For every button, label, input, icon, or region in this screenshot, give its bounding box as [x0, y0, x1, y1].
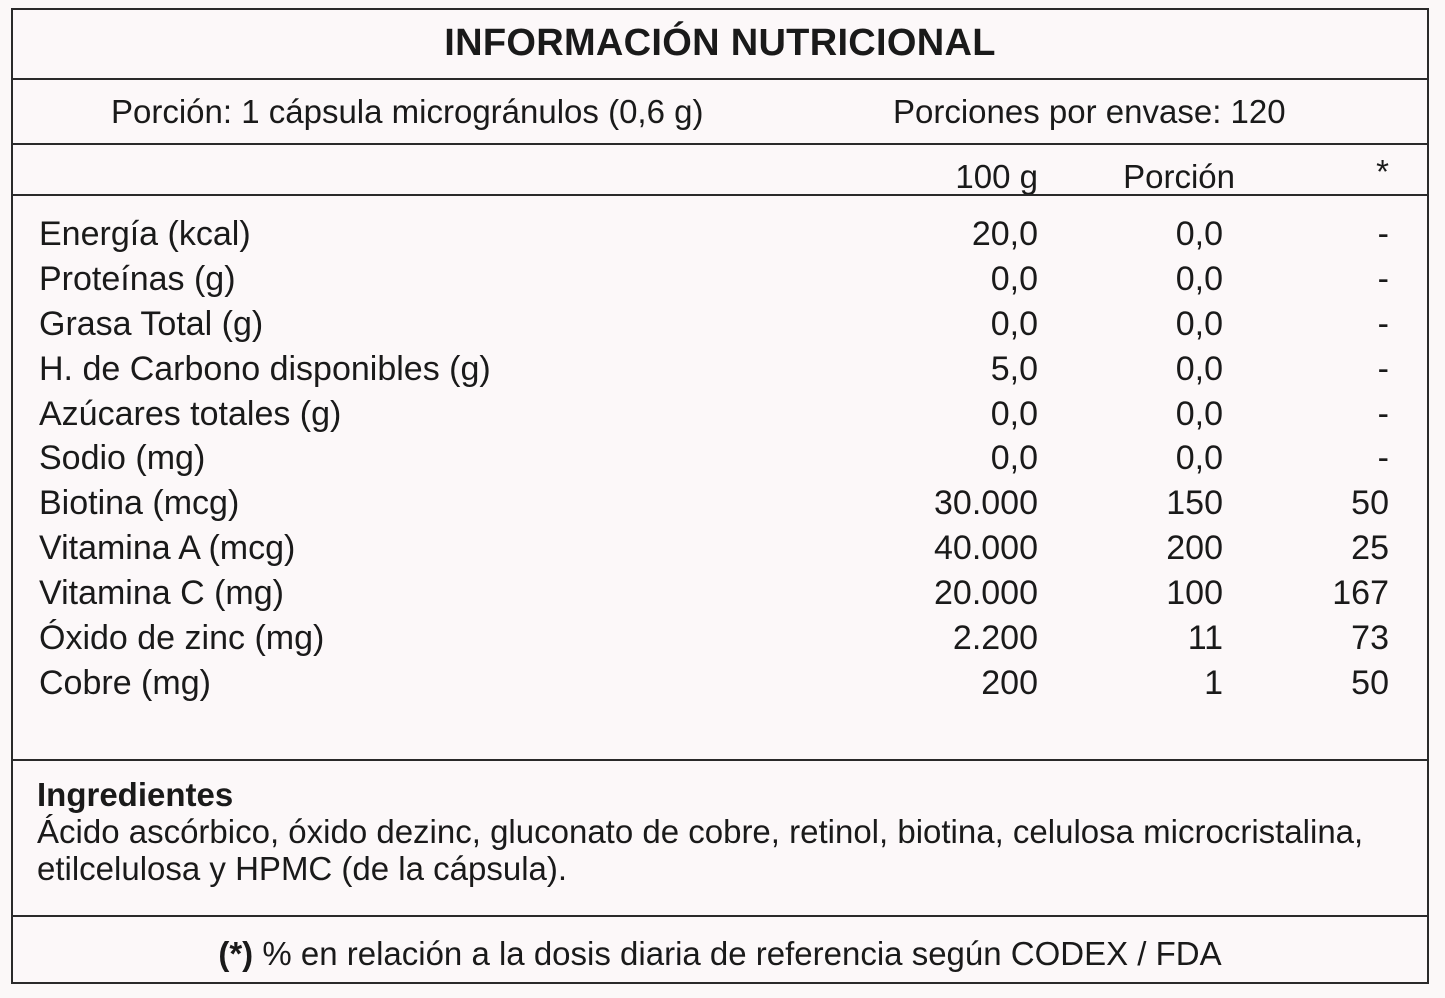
- divider-columns: [13, 194, 1427, 196]
- nutrient-value-100g: 0,0: [990, 304, 1038, 343]
- nutrient-row: [13, 260, 1427, 305]
- ingredients-text: Ácido ascórbico, óxido dezinc, gluconato de cobre, retinol, biotina, celulosa microcristalina, etilcelulosa y HPMC (de la cápsula).: [37, 813, 1364, 887]
- nutrient-value-percent: 50: [1351, 663, 1389, 702]
- footnote-text: % en relación a la dosis diaria de referencia según CODEX / FDA: [253, 935, 1222, 972]
- nutrient-row: [13, 484, 1427, 529]
- nutrient-name: Biotina (mcg): [39, 484, 240, 523]
- servings-per-package: Porciones por envase: 120: [893, 93, 1286, 130]
- nutrient-value-portion: 0,0: [1175, 394, 1223, 433]
- nutrient-row: [13, 574, 1427, 619]
- divider-title: [13, 78, 1427, 80]
- column-header-100g: 100 g: [955, 158, 1038, 195]
- nutrient-row: [13, 664, 1427, 709]
- nutrient-value-percent: 73: [1351, 619, 1389, 658]
- nutrient-name: Vitamina C (mg): [39, 574, 284, 613]
- nutrient-name: Energía (kcal): [39, 215, 251, 253]
- nutrient-name: Azúcares totales (g): [39, 394, 342, 433]
- nutrient-value-100g: 0,0: [990, 394, 1038, 433]
- nutrient-value-percent: 25: [1351, 529, 1389, 568]
- nutrient-name: Sodio (mg): [39, 439, 206, 478]
- nutrient-row: [13, 395, 1427, 440]
- nutrient-name: Grasa Total (g): [39, 304, 264, 343]
- nutrient-value-percent: -: [1377, 304, 1389, 343]
- nutrient-value-100g: 20,0: [971, 215, 1038, 253]
- divider-serving: [13, 143, 1427, 145]
- nutrient-value-100g: 40.000: [934, 529, 1038, 568]
- nutrient-value-portion: 200: [1166, 529, 1223, 568]
- nutrient-value-percent: -: [1377, 215, 1389, 253]
- footnote-marker: (*): [218, 935, 254, 972]
- nutrient-value-percent: -: [1377, 439, 1389, 478]
- serving-size: Porción: 1 cápsula microgránulos (0,6 g): [111, 93, 704, 130]
- label-title: INFORMACIÓN NUTRICIONAL: [444, 22, 996, 64]
- nutrient-value-percent: -: [1377, 259, 1389, 298]
- ingredients-section: [37, 776, 1407, 887]
- nutrient-value-100g: 2.200: [952, 619, 1038, 658]
- nutrient-value-portion: 100: [1166, 574, 1223, 613]
- nutrient-value-portion: 0,0: [1175, 259, 1223, 298]
- nutrient-value-100g: 5,0: [990, 349, 1038, 388]
- nutrient-row: [13, 350, 1427, 395]
- nutrient-value-portion: 0,0: [1175, 215, 1223, 253]
- nutrient-name: Proteínas (g): [39, 259, 236, 298]
- nutrient-value-percent: -: [1377, 349, 1389, 388]
- nutrient-table: [13, 215, 1427, 709]
- nutrient-name: H. de Carbono disponibles (g): [39, 349, 491, 388]
- nutrient-row: [13, 215, 1427, 260]
- nutrient-value-portion: 150: [1166, 484, 1223, 523]
- footnote: [13, 935, 1427, 973]
- nutrient-row: [13, 619, 1427, 664]
- nutrient-value-portion: 0,0: [1175, 304, 1223, 343]
- nutrient-name: Vitamina A (mcg): [39, 529, 296, 568]
- nutrient-value-100g: 30.000: [934, 484, 1038, 523]
- nutrient-row: [13, 305, 1427, 350]
- nutrient-value-portion: 0,0: [1175, 349, 1223, 388]
- column-header-portion: Porción: [1123, 158, 1235, 195]
- nutrient-value-100g: 0,0: [990, 259, 1038, 298]
- nutrition-label: [11, 8, 1429, 984]
- divider-footnote: [13, 915, 1427, 917]
- nutrient-value-percent: 50: [1351, 484, 1389, 523]
- nutrient-value-percent: -: [1377, 394, 1389, 433]
- nutrient-value-100g: 200: [981, 663, 1038, 702]
- column-header-percent: *: [1376, 153, 1389, 190]
- divider-ingredients: [13, 759, 1427, 761]
- nutrient-name: Óxido de zinc (mg): [39, 619, 325, 658]
- nutrient-row: [13, 529, 1427, 574]
- nutrient-value-portion: 11: [1187, 619, 1223, 658]
- nutrient-value-100g: 20.000: [934, 574, 1038, 613]
- nutrient-value-portion: 0,0: [1175, 439, 1223, 478]
- nutrient-value-100g: 0,0: [990, 439, 1038, 478]
- nutrient-row: [13, 439, 1427, 484]
- nutrient-value-portion: 1: [1204, 663, 1223, 702]
- nutrient-value-percent: 167: [1332, 574, 1389, 613]
- nutrient-name: Cobre (mg): [39, 663, 211, 702]
- ingredients-title: Ingredientes: [37, 776, 234, 813]
